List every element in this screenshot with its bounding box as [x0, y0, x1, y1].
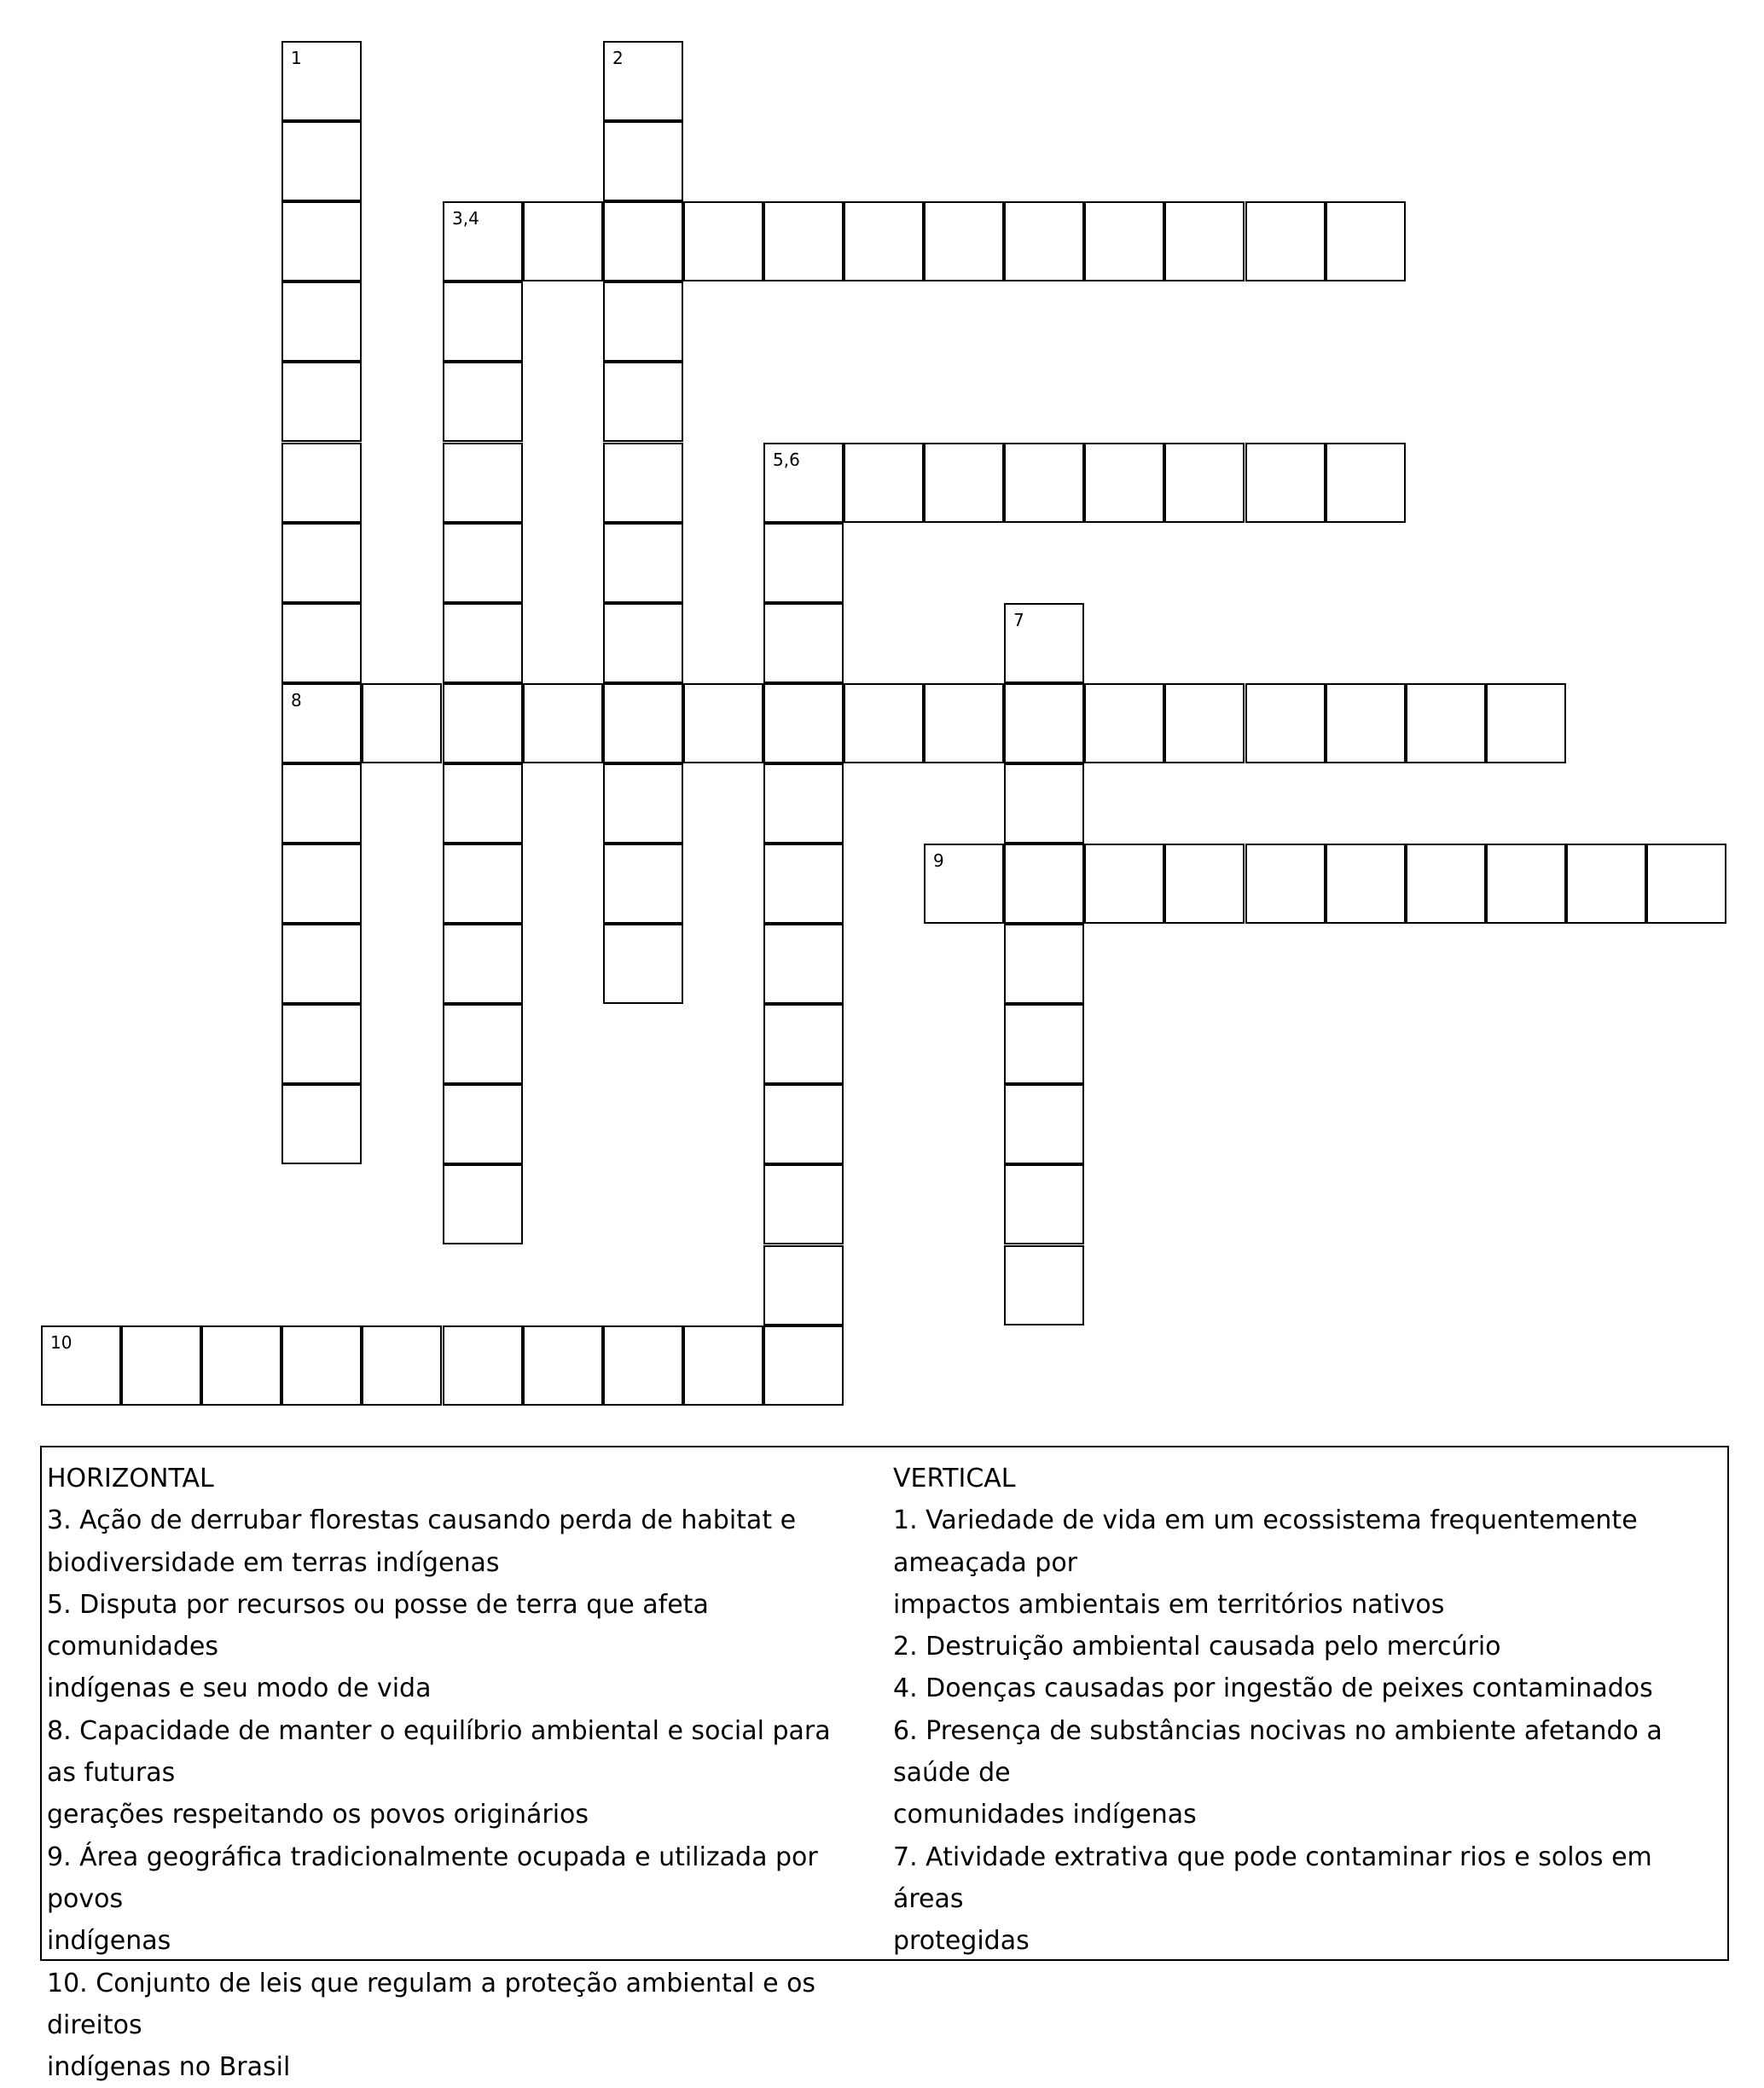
horizontal-clue-line: indígenas — [47, 1926, 171, 1957]
crossword-cell[interactable] — [924, 443, 1004, 523]
horizontal-clues — [47, 1458, 866, 2088]
crossword-cell[interactable] — [41, 1325, 121, 1406]
crossword-cell[interactable] — [763, 1164, 844, 1244]
crossword-cell[interactable] — [1004, 763, 1084, 844]
crossword-cell[interactable] — [1566, 844, 1646, 924]
crossword-cell[interactable] — [1486, 683, 1566, 763]
clue-number: 10 — [50, 1332, 73, 1353]
crossword-cell[interactable] — [924, 844, 1004, 924]
crossword-cell[interactable] — [603, 443, 683, 523]
crossword-cell[interactable] — [603, 281, 683, 362]
crossword-cell[interactable] — [281, 41, 362, 121]
crossword-cell[interactable] — [443, 523, 523, 603]
crossword-cell[interactable] — [1004, 1164, 1084, 1244]
crossword-cell[interactable] — [763, 523, 844, 603]
crossword-cell[interactable] — [683, 201, 763, 281]
crossword-cell[interactable] — [844, 443, 924, 523]
clue-number: 3,4 — [452, 208, 479, 229]
crossword-cell[interactable] — [1004, 1004, 1084, 1084]
crossword-cell[interactable] — [603, 201, 683, 281]
crossword-cell[interactable] — [1004, 443, 1084, 523]
crossword-cell[interactable] — [603, 41, 683, 121]
crossword-cell[interactable] — [1164, 844, 1245, 924]
clue-number: 2 — [612, 48, 624, 68]
crossword-cell[interactable] — [281, 362, 362, 442]
crossword-cell[interactable] — [201, 1325, 281, 1406]
crossword-cell[interactable] — [603, 121, 683, 201]
crossword-cell[interactable] — [1004, 844, 1084, 924]
clue-number: 7 — [1013, 610, 1024, 630]
crossword-cell[interactable] — [281, 924, 362, 1004]
crossword-cell[interactable] — [443, 1164, 523, 1244]
clue-number: 9 — [933, 850, 944, 871]
crossword-cell[interactable] — [1004, 1084, 1084, 1164]
horizontal-clue-line: gerações respeitando os povos originários — [47, 1800, 589, 1830]
crossword-cell[interactable] — [1245, 844, 1326, 924]
crossword-cell[interactable] — [362, 683, 442, 763]
crossword-cell[interactable] — [523, 201, 603, 281]
crossword-cell[interactable] — [603, 603, 683, 683]
crossword-cell[interactable] — [121, 1325, 201, 1406]
vertical-clue-line: impactos ambientais em territórios nativos — [893, 1589, 1445, 1620]
crossword-cell[interactable] — [1004, 924, 1084, 1004]
crossword-cell[interactable] — [443, 603, 523, 683]
crossword-cell[interactable] — [1004, 1245, 1084, 1325]
crossword-cell[interactable] — [1326, 844, 1406, 924]
crossword-cell[interactable] — [443, 1004, 523, 1084]
horizontal-clue-line: indígenas no Brasil — [47, 2052, 291, 2083]
crossword-cell[interactable] — [603, 924, 683, 1004]
horizontal-clue-line: 10. Conjunto de leis que regulam a proteção ambiental e os direitos — [47, 1968, 816, 2040]
crossword-cell[interactable] — [1004, 603, 1084, 683]
crossword-cell[interactable] — [603, 763, 683, 844]
crossword-cell[interactable] — [443, 1325, 523, 1406]
crossword-cell[interactable] — [683, 1325, 763, 1406]
crossword-cell[interactable] — [1326, 201, 1406, 281]
crossword-cell[interactable] — [281, 523, 362, 603]
crossword-cell[interactable] — [763, 603, 844, 683]
crossword-cell[interactable] — [1245, 443, 1326, 523]
crossword-cell[interactable] — [763, 844, 844, 924]
crossword-cell[interactable] — [362, 1325, 442, 1406]
vertical-heading: VERTICAL — [893, 1464, 1016, 1494]
crossword-cell[interactable] — [281, 201, 362, 281]
crossword-cell[interactable] — [683, 683, 763, 763]
crossword-cell[interactable] — [281, 763, 362, 844]
crossword-cell[interactable] — [763, 763, 844, 844]
crossword-cell[interactable] — [763, 1004, 844, 1084]
crossword-cell[interactable] — [1164, 201, 1245, 281]
crossword-cell[interactable] — [1084, 201, 1164, 281]
crossword-cell[interactable] — [603, 523, 683, 603]
crossword-cell[interactable] — [523, 1325, 603, 1406]
crossword-cell[interactable] — [281, 1084, 362, 1164]
crossword-cell[interactable] — [763, 1325, 844, 1406]
crossword-cell[interactable] — [281, 121, 362, 201]
crossword-cell[interactable] — [443, 844, 523, 924]
crossword-cell[interactable] — [763, 683, 844, 763]
crossword-cell[interactable] — [281, 683, 362, 763]
clue-number: 8 — [291, 690, 302, 710]
crossword-cell[interactable] — [1004, 201, 1084, 281]
crossword-cell[interactable] — [1245, 683, 1326, 763]
horizontal-clue-line: indígenas e seu modo de vida — [47, 1673, 432, 1704]
crossword-cell[interactable] — [1646, 844, 1726, 924]
crossword-cell[interactable] — [1486, 844, 1566, 924]
crossword-cell[interactable] — [443, 201, 523, 281]
crossword-cell[interactable] — [763, 1084, 844, 1164]
crossword-cell[interactable] — [844, 201, 924, 281]
horizontal-clue-line: biodiversidade em terras indígenas — [47, 1547, 500, 1578]
crossword-cell[interactable] — [1245, 201, 1326, 281]
horizontal-clue-line: 8. Capacidade de manter o equilíbrio ambiental e social para as futuras — [47, 1715, 831, 1789]
crossword-cell[interactable] — [763, 443, 844, 523]
horizontal-clue-line: 3. Ação de derrubar florestas causando perda de habitat e — [47, 1505, 797, 1536]
crossword-cell[interactable] — [281, 603, 362, 683]
clue-number: 5,6 — [773, 450, 800, 470]
crossword-cell[interactable] — [443, 763, 523, 844]
crossword-cell[interactable] — [1326, 683, 1406, 763]
crossword-cell[interactable] — [603, 683, 683, 763]
vertical-clues — [893, 1458, 1725, 1963]
crossword-cell[interactable] — [281, 844, 362, 924]
clue-number: 1 — [291, 48, 302, 68]
clues-box — [40, 1446, 1729, 2083]
horizontal-clue-line: 9. Área geográfica tradicionalmente ocupada e utilizada por povos — [47, 1842, 818, 1914]
crossword-cell[interactable] — [443, 281, 523, 362]
crossword-cell[interactable] — [1164, 443, 1245, 523]
crossword-cell[interactable] — [763, 924, 844, 1004]
crossword-cell[interactable] — [523, 683, 603, 763]
crossword-cell[interactable] — [281, 443, 362, 523]
crossword-cell[interactable] — [603, 844, 683, 924]
crossword-cell[interactable] — [1326, 443, 1406, 523]
vertical-clue-line: protegidas — [893, 1926, 1030, 1957]
crossword-cell[interactable] — [1406, 683, 1486, 763]
crossword-cell[interactable] — [844, 683, 924, 763]
crossword-cell[interactable] — [1084, 844, 1164, 924]
crossword-cell[interactable] — [443, 362, 523, 442]
crossword-cell[interactable] — [281, 1325, 362, 1406]
crossword-cell[interactable] — [924, 201, 1004, 281]
crossword-cell[interactable] — [1406, 844, 1486, 924]
crossword-cell[interactable] — [443, 1084, 523, 1164]
crossword-cell[interactable] — [603, 1325, 683, 1406]
horizontal-heading: HORIZONTAL — [47, 1464, 214, 1494]
vertical-clue-line: comunidades indígenas — [893, 1800, 1197, 1830]
horizontal-clue-line: 5. Disputa por recursos ou posse de terra que afeta comunidades — [47, 1589, 709, 1662]
crossword-cell[interactable] — [443, 924, 523, 1004]
vertical-clue-line: 4. Doenças causadas por ingestão de peixes contaminados — [893, 1673, 1653, 1704]
crossword-cell[interactable] — [443, 683, 523, 763]
crossword-cell[interactable] — [763, 1245, 844, 1325]
crossword-cell[interactable] — [281, 281, 362, 362]
crossword-cell[interactable] — [1084, 683, 1164, 763]
crossword-cell[interactable] — [1084, 443, 1164, 523]
crossword-cell[interactable] — [763, 201, 844, 281]
vertical-clue-line: 6. Presença de substâncias nocivas no ambiente afetando a saúde de — [893, 1715, 1662, 1789]
crossword-cell[interactable] — [1164, 683, 1245, 763]
crossword-cell[interactable] — [1004, 683, 1084, 763]
crossword-cell[interactable] — [924, 683, 1004, 763]
vertical-clue-line: 7. Atividade extrativa que pode contaminar rios e solos em áreas — [893, 1842, 1652, 1914]
vertical-clue-line: 2. Destruição ambiental causada pelo mercúrio — [893, 1632, 1501, 1662]
crossword-cell[interactable] — [443, 443, 523, 523]
vertical-clue-line: 1. Variedade de vida em um ecossistema frequentemente ameaçada por — [893, 1505, 1638, 1578]
crossword-cell[interactable] — [281, 1004, 362, 1084]
crossword-cell[interactable] — [603, 362, 683, 442]
